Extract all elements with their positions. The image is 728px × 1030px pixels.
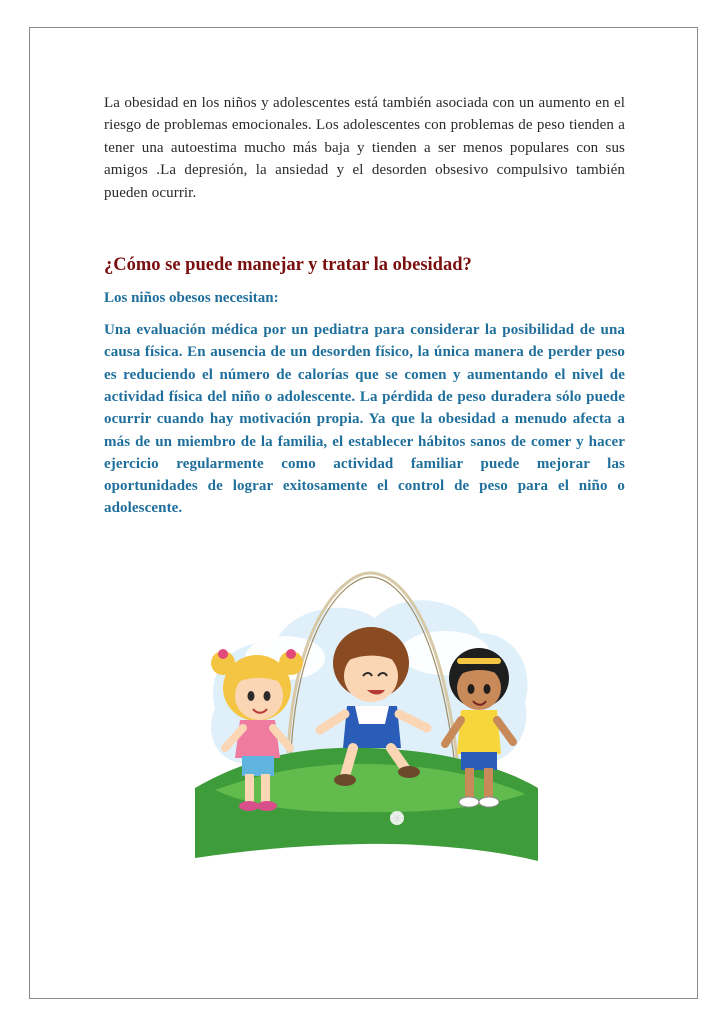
intro-paragraph: La obesidad en los niños y adolescentes está también asociada con un aumento en el riesgo de problemas emocionales. Los adolescentes con problemas de peso tienden a tener una autoestima mucho más baja y tienden a ser menos populares con sus amigos .La depresión, la ansiedad y el desorden obsesivo compulsivo también pueden ocurrir. (104, 95, 625, 201)
document-content (104, 92, 625, 520)
children-jumping-rope-illustration (195, 558, 538, 861)
treatment-paragraph: Una evaluación médica por un pediatra para considerar la posibilidad de una causa física. En ausencia de un desorden físico, la única manera de perder peso es reduciendo el número de calorías que se comen y aumentando el nivel de actividad física del niño o adolescente. La pérdida de peso duradera sólo puede ocurrir cuando hay motivación propia. Ya que la obesidad a menudo afecta a más de un miembro de la familia, el establecer hábitos sanos de comer y hacer ejercicio regularmente como actividad familiar puede mejorar las oportunidades de lograr exitosamente el control de peso para el niño o adolescente. (104, 322, 625, 517)
section-subheading: Los niños obesos necesitan: (104, 290, 279, 307)
section-heading: ¿Cómo se puede manejar y tratar la obesidad? (104, 255, 472, 276)
